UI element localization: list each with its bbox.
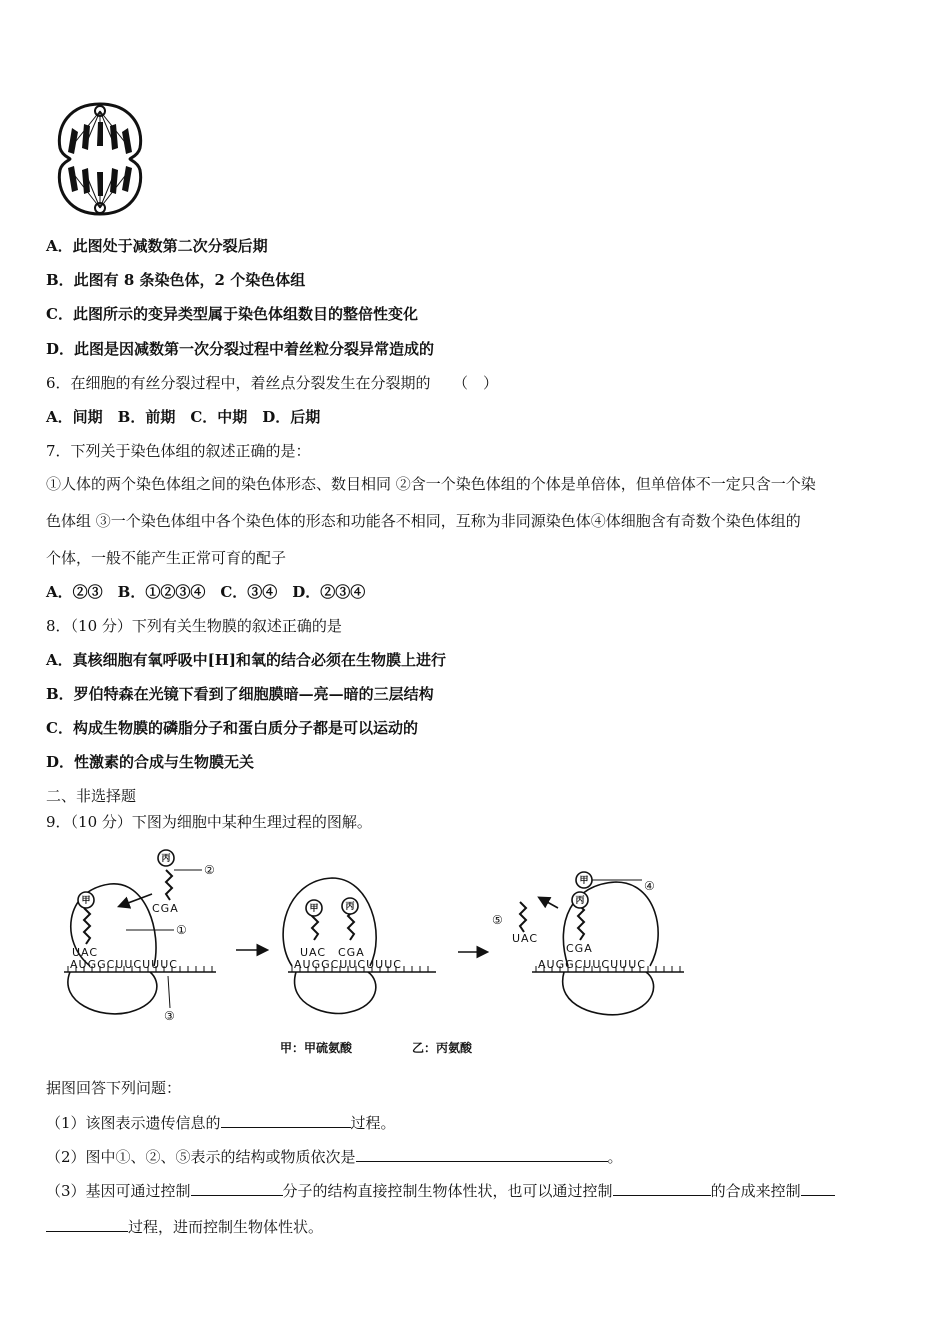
q9-part3 — [46, 1180, 835, 1201]
q8-option-d: D．性激素的合成与生物膜无关 — [46, 753, 255, 771]
dg-p3-bing: 丙 — [575, 896, 585, 906]
section-heading: 二、非选择题 — [46, 787, 137, 805]
cell-division-figure — [50, 98, 150, 220]
dg-p2-mrna: AUGGCUUCUUUC — [294, 958, 402, 971]
q7-options: A．②③ B．①②③④ C．③④ D．②③④ — [46, 583, 366, 601]
q9-part1 — [46, 1112, 396, 1133]
q9-p3-blank-2[interactable] — [613, 1180, 711, 1196]
q6-options: A．间期 B．前期 C．中期 D．后期 — [46, 408, 321, 426]
dg-legend-jia: 甲：甲硫氨酸 — [280, 1041, 353, 1055]
q7-statement-line1: ①人体的两个染色体组之间的染色体形态、数目相同 ②含一个染色体组的个体是单倍体，但单倍体不一定只含一个染 — [46, 475, 816, 493]
q7-stem: 7．下列关于染色体组的叙述正确的是： — [46, 442, 311, 460]
dg-p2-cga: CGA — [338, 946, 365, 959]
dg-p2-uac: UAC — [300, 946, 327, 959]
dg-p1-bing: 丙 — [161, 854, 171, 864]
dg-legend-yi: 乙：丙氨酸 — [412, 1041, 473, 1055]
dg-label-2: ② — [204, 863, 215, 877]
dg-p3-cga: CGA — [566, 942, 593, 955]
q5-option-b: B．此图有 8 条染色体，2 个染色体组 — [46, 271, 306, 289]
q7-statement-line3: 个体，一般不能产生正常可育的配子 — [46, 549, 287, 567]
dg-p1-jia: 甲 — [81, 896, 91, 906]
dg-p3-jia: 甲 — [579, 876, 589, 886]
q9-p3-text-a: （3）基因可通过控制 — [46, 1182, 191, 1200]
q5-option-c: C．此图所示的变异类型属于染色体组数目的整倍性变化 — [46, 305, 418, 323]
q9-part2 — [46, 1146, 623, 1167]
q9-p3-text-d: 过程，进而控制生物体性状。 — [128, 1218, 324, 1236]
q9-p2-text-b: 。 — [607, 1148, 623, 1166]
q8-stem: 8．（10 分）下列有关生物膜的叙述正确的是 — [46, 617, 342, 635]
q7-statement-line2: 色体组 ③一个染色体组中各个染色体的形态和功能各不相同，互称为非同源染色体④体细胞含有奇数个染色体组的 — [46, 512, 801, 530]
q9-p3-text-b: 分子的结构直接控制生物体性状，也可以通过控制 — [282, 1182, 613, 1200]
q9-p1-text-b: 过程。 — [350, 1114, 396, 1132]
dg-label-3: ③ — [164, 1009, 175, 1023]
dg-p3-uac: UAC — [512, 932, 539, 945]
q9-intro: 据图回答下列问题： — [46, 1079, 182, 1097]
dg-p2-jia: 甲 — [309, 904, 319, 914]
dg-p1-cga: CGA — [152, 902, 179, 915]
q5-option-a: A．此图处于减数第二次分裂后期 — [46, 237, 268, 255]
q9-stem: 9．（10 分）下图为细胞中某种生理过程的图解。 — [46, 813, 372, 831]
q9-p1-text-a: （1）该图表示遗传信息的 — [46, 1114, 221, 1132]
q6-stem: 6．在细胞的有丝分裂过程中，着丝点分裂发生在分裂期的 （ ） — [46, 374, 499, 392]
q9-p2-text-a: （2）图中①、②、⑤表示的结构或物质依次是 — [46, 1148, 356, 1166]
translation-diagram — [50, 842, 690, 1062]
dg-p3-mrna: AUGGCUUCUUUC — [538, 958, 646, 971]
dg-p1-mrna: AUGGCUUCUUUC — [70, 958, 178, 971]
q9-part3-cont — [46, 1216, 323, 1237]
dg-label-1: ① — [176, 923, 187, 937]
dg-p1-uac: UAC — [72, 946, 99, 959]
dg-label-4: ④ — [644, 879, 655, 893]
q8-option-a: A．真核细胞有氧呼吸中[H]和氧的结合必须在生物膜上进行 — [46, 651, 447, 669]
q8-option-b: B．罗伯特森在光镜下看到了细胞膜暗—亮—暗的三层结构 — [46, 685, 434, 703]
q9-p3-blank-1[interactable] — [191, 1180, 283, 1196]
dg-p2-bing: 丙 — [345, 902, 355, 912]
dg-label-5: ⑤ — [492, 913, 503, 927]
q5-option-d: D．此图是因减数第一次分裂过程中着丝粒分裂异常造成的 — [46, 340, 435, 358]
q9-p3-text-c: 的合成来控制 — [710, 1182, 801, 1200]
q9-p1-blank[interactable] — [221, 1112, 351, 1128]
q8-option-c: C．构成生物膜的磷脂分子和蛋白质分子都是可以运动的 — [46, 719, 418, 737]
q9-p3-blank-3b[interactable] — [46, 1216, 128, 1232]
q9-p3-blank-3a[interactable] — [801, 1180, 835, 1196]
q9-p2-blank[interactable] — [356, 1146, 608, 1162]
